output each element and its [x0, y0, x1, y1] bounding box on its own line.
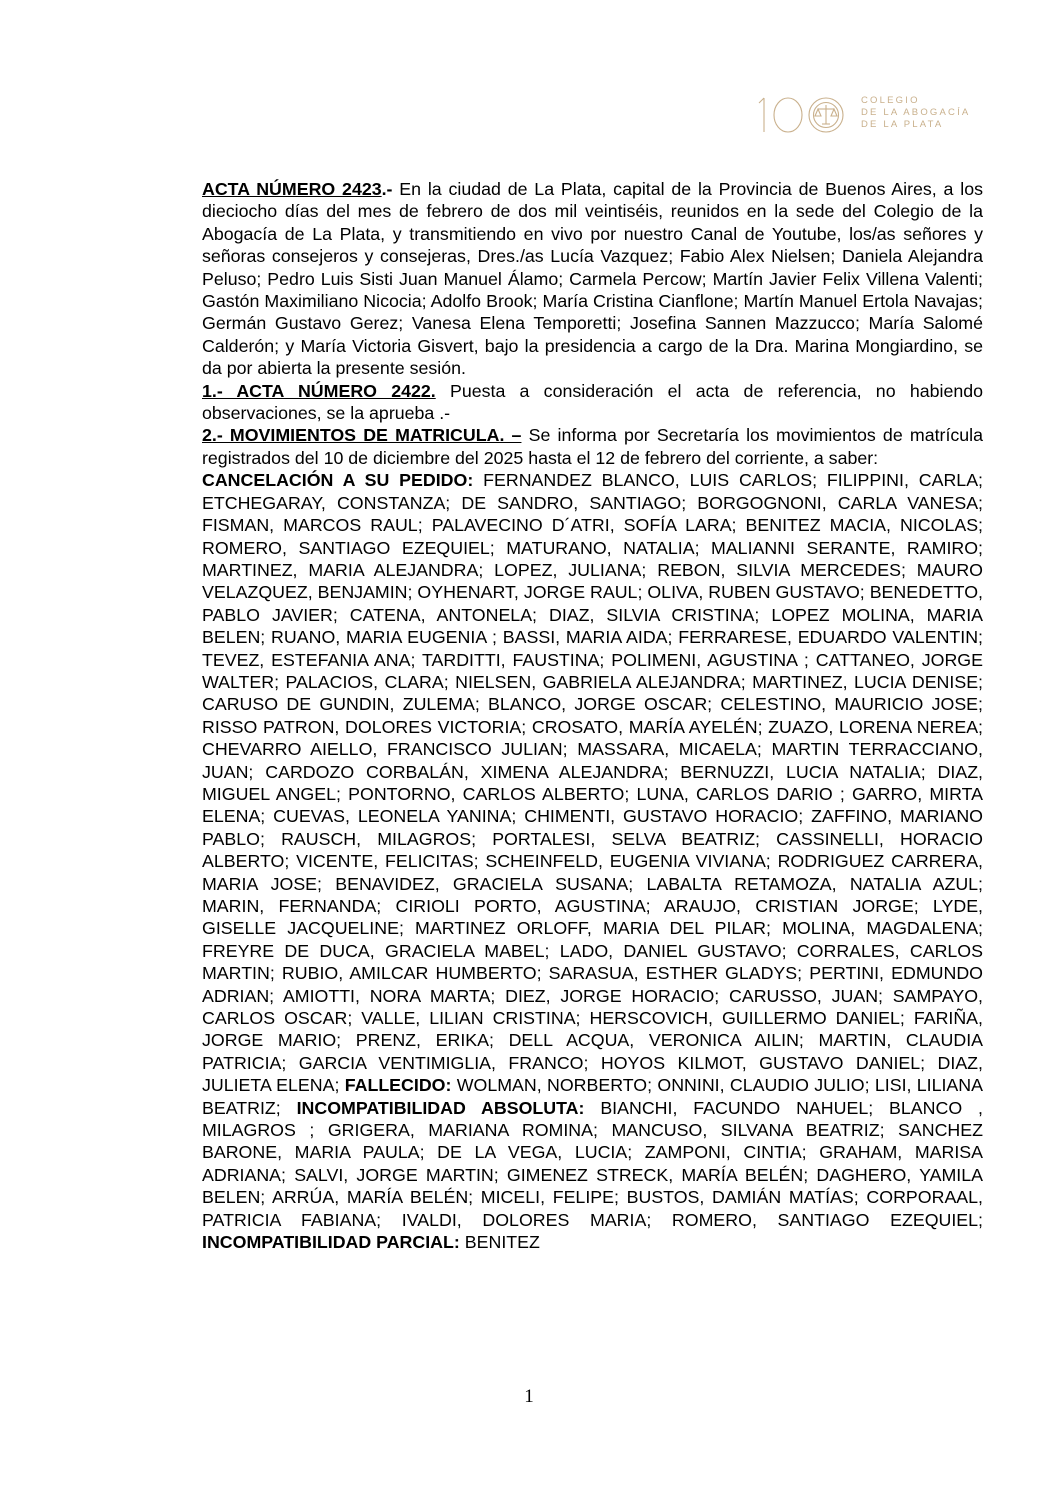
item-1-heading: 1.- ACTA NÚMERO 2422. [202, 380, 436, 401]
incomp-parcial-list: BENITEZ [459, 1232, 540, 1253]
item-2-paragraph [202, 424, 983, 469]
fallecido-label: FALLECIDO: [344, 1075, 452, 1096]
intro-text: En la ciudad de La Plata, capital de la Provincia de Buenos Aires, a los dieciocho días del mes de febrero de dos mil veintiséis, reunidos en la sede del Colegio de la Abogacía de La Plata, y transmitiendo en vivo por nuestro Canal de Youtube, los/as señores y señoras consejeros y consejeras, Dres./as Lucía Vazquez; Fabio Alex Nielsen; Daniela Alejandra Peluso; Pedro Luis Sisti Juan Manuel Álamo; Carmela Percow; Martín Javier Felix Villena Valenti; Gastón Maximiliano Nicocia; Adolfo Brook; María Cristina Cianflone; Martín Manuel Ertola Navajas; Germán Gustavo Gerez; Vanesa Elena Temporetti; Josefina Sannen Mazzucco; María Salomé Calderón; y María Victoria Gisvert, bajo la presidencia a cargo de la Dra. Marina Mongiardino, se da por abierta la presente sesión. [202, 179, 983, 379]
intro-paragraph [202, 178, 983, 380]
logo-line-2: DE LA ABOGACÍA [861, 107, 971, 118]
item-1-text: Puesta a consideración el acta de referencia, no habiendo observaciones, se la aprueba .- [202, 380, 983, 424]
cancelacion-label: CANCELACIÓN A SU PEDIDO: [202, 470, 474, 491]
incomp-parcial-label: INCOMPATIBILIDAD PARCIAL: [202, 1232, 460, 1253]
document-body [202, 178, 983, 1254]
logo [752, 90, 971, 140]
item-2-heading: 2.- MOVIMIENTOS DE MATRICULA. – [202, 425, 522, 446]
logo-line-1: COLEGIO [861, 95, 920, 106]
item-2-text: Se informa por Secretaría los movimientos de matrícula registrados del 10 de diciembre del 2025 hasta el 12 de febrero del corriente, a saber: [202, 425, 983, 468]
logo-emblem [752, 90, 857, 140]
incomp-absoluta-list: BIANCHI, FACUNDO NAHUEL; BLANCO , MILAGROS ; GRIGERA, MARIANA ROMINA; MANCUSO, SILVANA BEATRIZ; SANCHEZ BARONE, MARIA PAULA; DE LA VEGA, LUCIA; ZAMPONI, CINTIA; GRAHAM, MARISA ADRIANA; SALVI, JORGE MARTIN; GIMENEZ STRECK, MARÍA BELÉN; DAGHERO, YAMILA BELEN; ARRÚA, MARÍA BELÉN; MICELI, FELIPE; BUSTOS, DAMIÁN MATÍAS; CORPORAAL, PATRICIA FABIANA; IVALDI, DOLORES MARIA; ROMERO, SANTIAGO EZEQUIEL; [202, 1097, 983, 1230]
item-1-paragraph [202, 380, 983, 425]
movements-paragraph [202, 469, 983, 1253]
incomp-absoluta-label: INCOMPATIBILIDAD ABSOLUTA: [296, 1097, 585, 1118]
fallecido-list: WOLMAN, NORBERTO; ONNINI, CLAUDIO JULIO; LISI, LILIANA BEATRIZ; [202, 1075, 983, 1118]
page-number: 1 [524, 1386, 534, 1407]
logo-text [861, 95, 970, 131]
cancelacion-list: FERNANDEZ BLANCO, LUIS CARLOS; FILIPPINI, CARLA; ETCHEGARAY, CONSTANZA; DE SANDRO, SANTIAGO; BORGOGNONI, CARLA VANESA; FISMAN, MARCOS RAUL; PALAVECINO D´ATRI, SOFÍA LARA; BENITEZ MACIA, NICOLAS; ROMERO, SANTIAGO EZEQUIEL; MATURANO, NATALIA; MALIANNI SERANTE, RAMIRO; MARTINEZ, MARIA ALEJANDRA; LOPEZ, JULIANA; REBON, SILVIA MERCEDES; MAURO VELAZQUEZ, BENJAMIN; OYHENART, JORGE RAUL; OLIVA, RUBEN GUSTAVO; BENEDETTO, PABLO JAVIER; CATENA, ANTONELA; DIAZ, SILVIA CRISTINA; LOPEZ MOLINA, MARIA BELEN; RUANO, MARIA EUGENIA ; BASSI, MARIA AIDA; FERRARESE, EDUARDO VALENTIN; TEVEZ, ESTEFANIA ANA; TARDITTI, FAUSTINA; POLIMENI, AGUSTINA ; CATTANEO, JORGE WALTER; PALACIOS, CLARA; NIELSEN, GABRIELA ALEJANDRA; MARTINEZ, LUCIA DENISE; CARUSO DE GUNDIN, ZULEMA; BLANCO, JORGE OSCAR; CELESTINO, MAURICIO JOSE; RISSO PATRON, DOLORES VICTORIA; CROSATO, MARÍA AYELÉN; ZUAZO, LORENA NEREA; CHEVARRO AIELLO, FRANCISCO JULIAN; MASSARA, MICAELA; MARTIN TERRACCIANO, JUAN; CARDOZO CORBALÁN, XIMENA ALEJANDRA; BERNUZZI, LUCIA NATALIA; DIAZ, MIGUEL ANGEL; PONTORNO, CARLOS ALBERTO; LUNA, CARLOS DARIO ; GARRO, MIRTA ELENA; CUEVAS, LEONELA YANINA; CHIMENTI, GUSTAVO HORACIO; ZAFFINO, MARIANO PABLO; RAUSCH, MILAGROS; PORTALESI, SELVA BEATRIZ; CASSINELLI, HORACIO ALBERTO; VICENTE, FELICITAS; SCHEINFELD, EUGENIA VIVIANA; RODRIGUEZ CARRERA, MARIA JOSE; BENAVIDEZ, GRACIELA SUSANA; LABALTA RETAMOZA, NATALIA AZUL; MARIN, FERNANDA; CIRIOLI PORTO, AGUSTINA; ARAUJO, CRISTIAN JORGE; LYDE, GISELLE JACQUELINE; MARTINEZ ORLOFF, MARIA DEL PILAR; MOLINA, MAGDALENA; FREYRE DE DUCA, GRACIELA MABEL; LADO, DANIEL GUSTAVO; CORRALES, CARLOS MARTIN; RUBIO, AMILCAR HUMBERTO; SARASUA, ESTHER GLADYS; PERTINI, EDMUNDO ADRIAN; AMIOTTI, NORA MARTA; DIEZ, JORGE HORACIO; CARUSSO, JUAN; SAMPAYO, CARLOS OSCAR; VALLE, LILIAN CRISTINA; HERSCOVICH, GUILLERMO DANIEL; FARIÑA, JORGE MARIO; PRENZ, ERIKA; DELL ACQUA, VERONICA AILIN; MARTIN, CLAUDIA PATRICIA; GARCIA VENTIMIGLIA, FRANCO; HOYOS KILMOT, GUSTAVO DANIEL; DIAZ, JULIETA ELENA; [202, 470, 983, 1096]
acta-heading: ACTA NÚMERO 2423 [202, 179, 382, 199]
logo-line-3: DE LA PLATA [861, 119, 944, 130]
acta-heading-suffix: .- [381, 179, 393, 199]
